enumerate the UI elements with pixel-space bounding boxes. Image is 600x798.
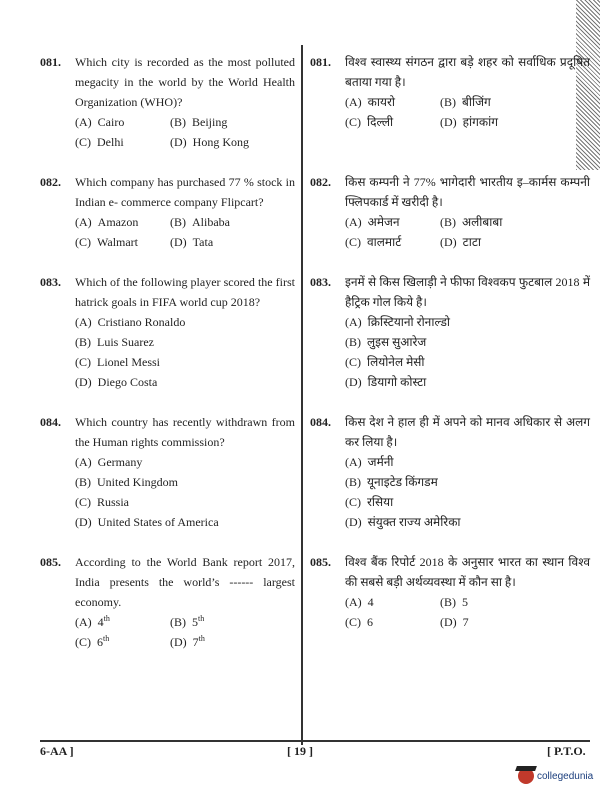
option-letter: (A) [75,315,92,329]
option-letter: (B) [345,475,361,489]
option-letter: (B) [345,335,361,349]
option-letter: (C) [75,355,91,369]
option-text: 4 [97,615,104,629]
option-text: Germany [97,455,143,469]
question-number: 085. [40,555,61,569]
option [440,592,590,612]
option-text: यूनाइटेड किंगडम [367,475,438,489]
question-hi-083 [310,272,590,392]
option [75,512,295,532]
option [440,212,590,232]
question-number: 083. [40,275,61,289]
option [345,232,440,252]
question-number: 081. [40,55,61,69]
option-letter: (C) [75,135,91,149]
option-letter: (C) [345,355,361,369]
option-text: 6 [97,635,103,649]
option-letter: (B) [75,475,91,489]
option-text: Hong Kong [192,135,250,149]
question-text: विश्व बैंक रिपोर्ट 2018 के अनुसार भारत का स्थान विश्व की सबसे बड़ी अर्थव्यवस्था में कौन सा है। [345,555,590,589]
option [345,472,590,492]
option-text: Delhi [97,135,124,149]
question-text: Which country has recently withdrawn from the Human rights commission? [75,415,295,449]
option-text: Cristiano Ronaldo [97,315,186,329]
option-letter: (B) [440,595,456,609]
option-letter: (A) [345,95,362,109]
option [170,132,295,152]
option-text: Beijing [192,115,228,129]
question-en-081 [40,52,295,152]
option [75,112,170,132]
option-text: बीजिंग [462,95,491,109]
option-text: Walmart [97,235,139,249]
question-en-082 [40,172,295,252]
option-text: 4 [367,595,374,609]
option-text: 7 [462,615,469,629]
option-letter: (D) [440,615,457,629]
question-number: 082. [310,175,331,189]
option-letter: (D) [170,235,187,249]
option-letter: (D) [75,375,92,389]
option-letter: (A) [75,215,92,229]
option-text: क्रिस्टियानो रोनाल्डो [367,315,450,329]
option-text: अमेजन [367,215,400,229]
question-en-085 [40,552,295,652]
option-letter: (A) [345,315,362,329]
option-suffix: th [103,634,110,643]
option [345,92,440,112]
option-text: Lionel Messi [97,355,160,369]
option [440,112,590,132]
option-letter: (C) [75,235,91,249]
option-text: वालमार्ट [367,235,402,249]
question-text: According to the World Bank report 2017, India presents the world’s ------ largest economy. [75,555,295,609]
option [345,212,440,232]
option-letter: (D) [345,515,362,529]
option [170,612,295,632]
option-text: 7 [192,635,199,649]
option-letter: (D) [440,115,457,129]
question-number: 084. [310,415,331,429]
option-text: Alibaba [192,215,230,229]
option [75,132,170,152]
option [75,472,295,492]
option-text: संयुक्त राज्य अमेरिका [367,515,461,529]
option [440,232,590,252]
option-letter: (B) [170,615,186,629]
question-en-084 [40,412,295,532]
question-number: 085. [310,555,331,569]
option-letter: (B) [170,115,186,129]
logo-text: collegedunia [537,770,594,782]
question-number: 083. [310,275,331,289]
question-text: विश्व स्वास्थ्य संगठन द्वारा बड़े शहर को सर्वाधिक प्रदूषित बताया गया है। [345,55,590,89]
option-text: लुइस सुआरेज [367,335,427,349]
option [75,232,170,252]
option [345,592,440,612]
option-text: United Kingdom [97,475,178,489]
option-text: 5 [192,615,198,629]
option [170,232,295,252]
question-text: किस देश ने हाल ही में अपने को मानव अधिकार से अलग कर लिया है। [345,415,590,449]
option [345,112,440,132]
option-text: Russia [97,495,130,509]
option-suffix: th [198,634,205,643]
option [75,452,295,472]
option-text: हांगकांग [462,115,498,129]
question-en-083 [40,272,295,392]
option [75,312,295,332]
option-letter: (C) [345,615,361,629]
option [345,332,590,352]
question-number: 081. [310,55,331,69]
option [345,612,440,632]
question-hi-081 [310,52,590,132]
question-text: किस कम्पनी ने 77% भागेदारी भारतीय इ–कार्मस कम्पनी फ्लिपकार्ड में खरीदी है। [345,175,590,209]
option-letter: (A) [75,115,92,129]
option-text: रसिया [367,495,394,509]
question-text: Which company has purchased 77 % stock in Indian e- commerce company Flipcart? [75,175,295,209]
option-text: Diego Costa [97,375,158,389]
option [170,212,295,232]
question-number: 082. [40,175,61,189]
question-text: Which of the following player scored the first hatrick goals in FIFA world cup 2018? [75,275,295,309]
question-text: Which city is recorded as the most polluted megacity in the world by the World Health Organization (WHO)? [75,55,295,109]
column-divider [301,45,303,745]
option-letter: (D) [440,235,457,249]
option-text: जर्मनी [367,455,394,469]
logo-mascot-icon [518,768,534,784]
question-hi-085 [310,552,590,632]
option-text: कायरो [367,95,395,109]
option-text: टाटा [462,235,481,249]
option-letter: (C) [345,235,361,249]
option-text: Cairo [97,115,125,129]
option-letter: (A) [75,615,92,629]
option-text: Luis Suarez [97,335,154,349]
option-text: Tata [192,235,214,249]
option-letter: (B) [440,215,456,229]
option-text: अलीबाबा [462,215,503,229]
option-letter: (D) [170,135,187,149]
option [75,372,295,392]
option [345,492,590,512]
option-text: दिल्ली [367,115,394,129]
option-letter: (A) [345,215,362,229]
option-text: डियागो कोस्टा [367,375,427,389]
option [75,352,295,372]
option-letter: (C) [75,495,91,509]
option [75,212,170,232]
option [170,632,295,652]
option-letter: (C) [75,635,91,649]
question-hi-084 [310,412,590,532]
option-letter: (B) [440,95,456,109]
question-hi-082 [310,172,590,252]
option [75,492,295,512]
option [440,612,590,632]
option-letter: (A) [345,595,362,609]
option [75,632,170,652]
option-letter: (C) [345,115,361,129]
option [170,112,295,132]
option [345,452,590,472]
option-letter: (D) [75,515,92,529]
paper-code: 6-AA ] [40,744,74,758]
collegedunia-logo [518,768,593,784]
option-letter: (C) [345,495,361,509]
option-text: Amazon [97,215,139,229]
option [345,372,590,392]
question-number: 084. [40,415,61,429]
pto-label: [ P.T.O. [547,744,586,758]
option-letter: (D) [345,375,362,389]
option-letter: (A) [75,455,92,469]
option [440,92,590,112]
option [345,512,590,532]
option-text: लियोनेल मेसी [367,355,425,369]
option-letter: (B) [75,335,91,349]
footer-divider [40,740,590,742]
option-letter: (D) [170,635,187,649]
option-text: United States of America [97,515,219,529]
question-text: इनमें से किस खिलाड़ी ने फीफा विश्वकप फुटबाल 2018 में हैट्रिक गोल किये है। [345,275,590,309]
option-text: 6 [367,615,373,629]
page-number: [ 19 ] [287,744,313,758]
option-letter: (B) [170,215,186,229]
option [75,332,295,352]
option-text: 5 [462,595,468,609]
option-suffix: th [103,614,110,623]
option [75,612,170,632]
option-suffix: th [198,614,205,623]
option [345,352,590,372]
option-letter: (A) [345,455,362,469]
option [345,312,590,332]
